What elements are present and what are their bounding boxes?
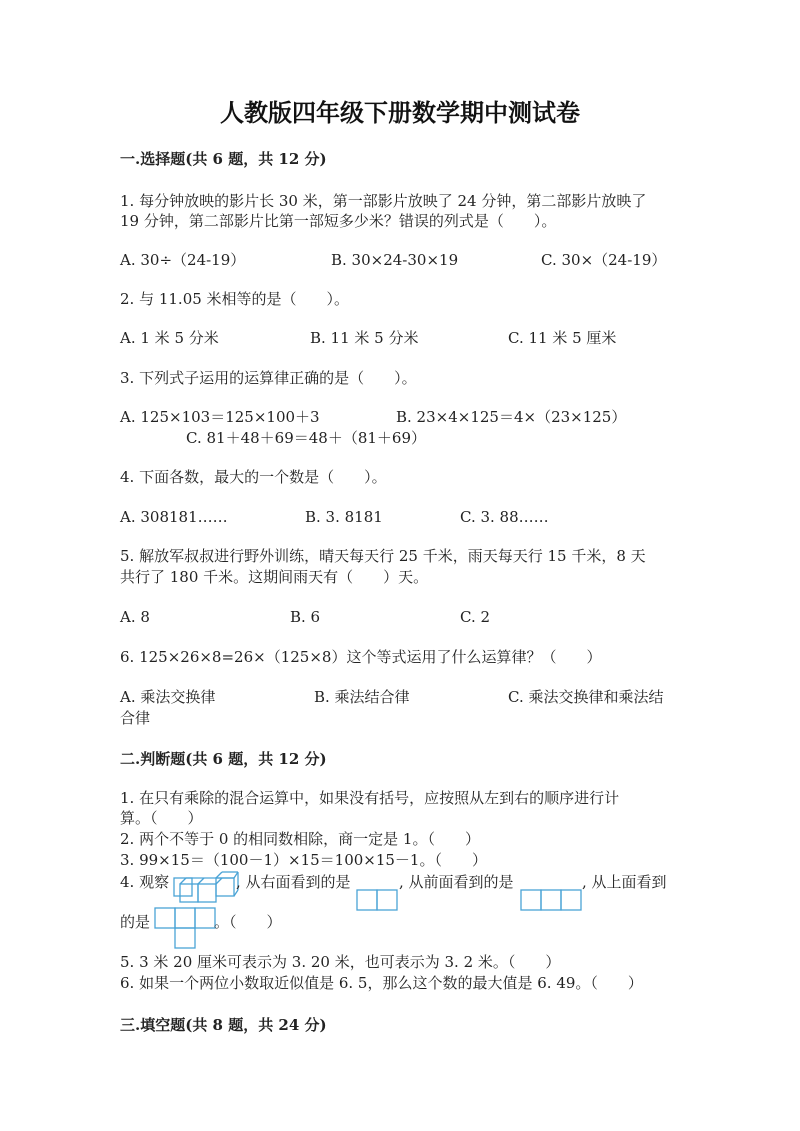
q2-option-a[interactable]: A. 1 米 5 分米 [120, 329, 219, 347]
q3-option-c[interactable]: C. 81＋48＋69＝48＋（81＋69） [186, 429, 427, 447]
q6-option-c-continued: 合律 [120, 709, 151, 727]
q4-option-b[interactable]: B. 3. 8181 [305, 508, 383, 526]
section-heading-fill: 三.填空题(共 8 题，共 24 分) [120, 1016, 327, 1034]
q6-option-a[interactable]: A. 乘法交换律 [120, 688, 216, 706]
tf-q5: 5. 3 米 20 厘米可表示为 3. 20 米，也可表示为 3. 2 米。（ ） [120, 953, 561, 971]
front-view-figure [520, 889, 584, 911]
q5-option-a[interactable]: A. 8 [120, 608, 150, 626]
right-view-figure [356, 889, 400, 911]
q2-stem: 2. 与 11.05 米相等的是（ ）。 [120, 290, 350, 308]
tf-q1-line1: 1. 在只有乘除的混合运算中，如果没有括号，应按照从左到右的顺序进行计 [120, 789, 620, 807]
section-heading-judgement: 二.判断题(共 6 题，共 12 分) [120, 750, 327, 768]
q5-option-c[interactable]: C. 2 [460, 608, 491, 626]
section-heading-choice: 一.选择题(共 6 题，共 12 分) [120, 150, 327, 168]
q5-option-b[interactable]: B. 6 [290, 608, 321, 626]
tf-q4-answer: 。（ ） [214, 913, 282, 931]
tf-q4-text-top-view: , 从上面看到 [582, 873, 667, 891]
q6-stem: 6. 125×26×8=26×（125×8）这个等式运用了什么运算律？（ ） [120, 648, 602, 666]
q1-stem-line1: 1. 每分钟放映的影片长 30 米，第一部影片放映了 24 分钟，第二部影片放映了 [120, 192, 647, 210]
page-title: 人教版四年级下册数学期中测试卷 [220, 98, 580, 127]
q4-stem: 4. 下面各数，最大的一个数是（ ）。 [120, 468, 387, 486]
tf-q4-text-front-view: , 从前面看到的是 [399, 873, 514, 891]
q5-stem-line1: 5. 解放军叔叔进行野外训练，晴天每天行 25 千米，雨天每天行 15 千米，8 天 [120, 547, 646, 565]
q3-option-b[interactable]: B. 23×4×125＝4×（23×125） [396, 408, 627, 426]
q4-option-a[interactable]: A. 308181…… [120, 508, 228, 526]
tf-q2: 2. 两个不等于 0 的相同数相除，商一定是 1。（ ） [120, 830, 480, 848]
q1-option-b[interactable]: B. 30×24-30×19 [331, 251, 459, 269]
tf-q1-line2: 算。（ ） [120, 809, 203, 827]
q3-stem: 3. 下列式子运用的运算律正确的是（ ）。 [120, 369, 417, 387]
q4-option-c[interactable]: C. 3. 88…… [460, 508, 549, 526]
q1-option-a[interactable]: A. 30÷（24-19） [120, 251, 246, 269]
top-view-figure [154, 907, 216, 951]
q2-option-c[interactable]: C. 11 米 5 厘米 [508, 329, 617, 347]
tf-q4-text-right-view: , 从右面看到的是 [236, 873, 351, 891]
q1-option-c[interactable]: C. 30×（24-19） [541, 251, 667, 269]
q1-stem-line2: 19 分钟，第二部影片比第一部短多少米？错误的列式是（ ）。 [120, 212, 557, 230]
tf-q4-text-observe: 4. 观察 [120, 873, 170, 891]
q3-option-a[interactable]: A. 125×103＝125×100＋3 [120, 408, 320, 426]
q5-stem-line2: 共行了 180 千米。这期间雨天有（ ）天。 [120, 568, 429, 586]
tf-q3: 3. 99×15＝（100－1）×15＝100×15－1。（ ） [120, 851, 487, 869]
q6-option-b[interactable]: B. 乘法结合律 [314, 688, 410, 706]
tf-q4-text-is: 的是 [120, 913, 151, 931]
q6-option-c[interactable]: C. 乘法交换律和乘法结 [508, 688, 664, 706]
cube-solid-figure [168, 868, 240, 910]
q2-option-b[interactable]: B. 11 米 5 分米 [310, 329, 419, 347]
tf-q6: 6. 如果一个两位小数取近似值是 6. 5，那么这个数的最大值是 6. 49。（ ） [120, 974, 643, 992]
